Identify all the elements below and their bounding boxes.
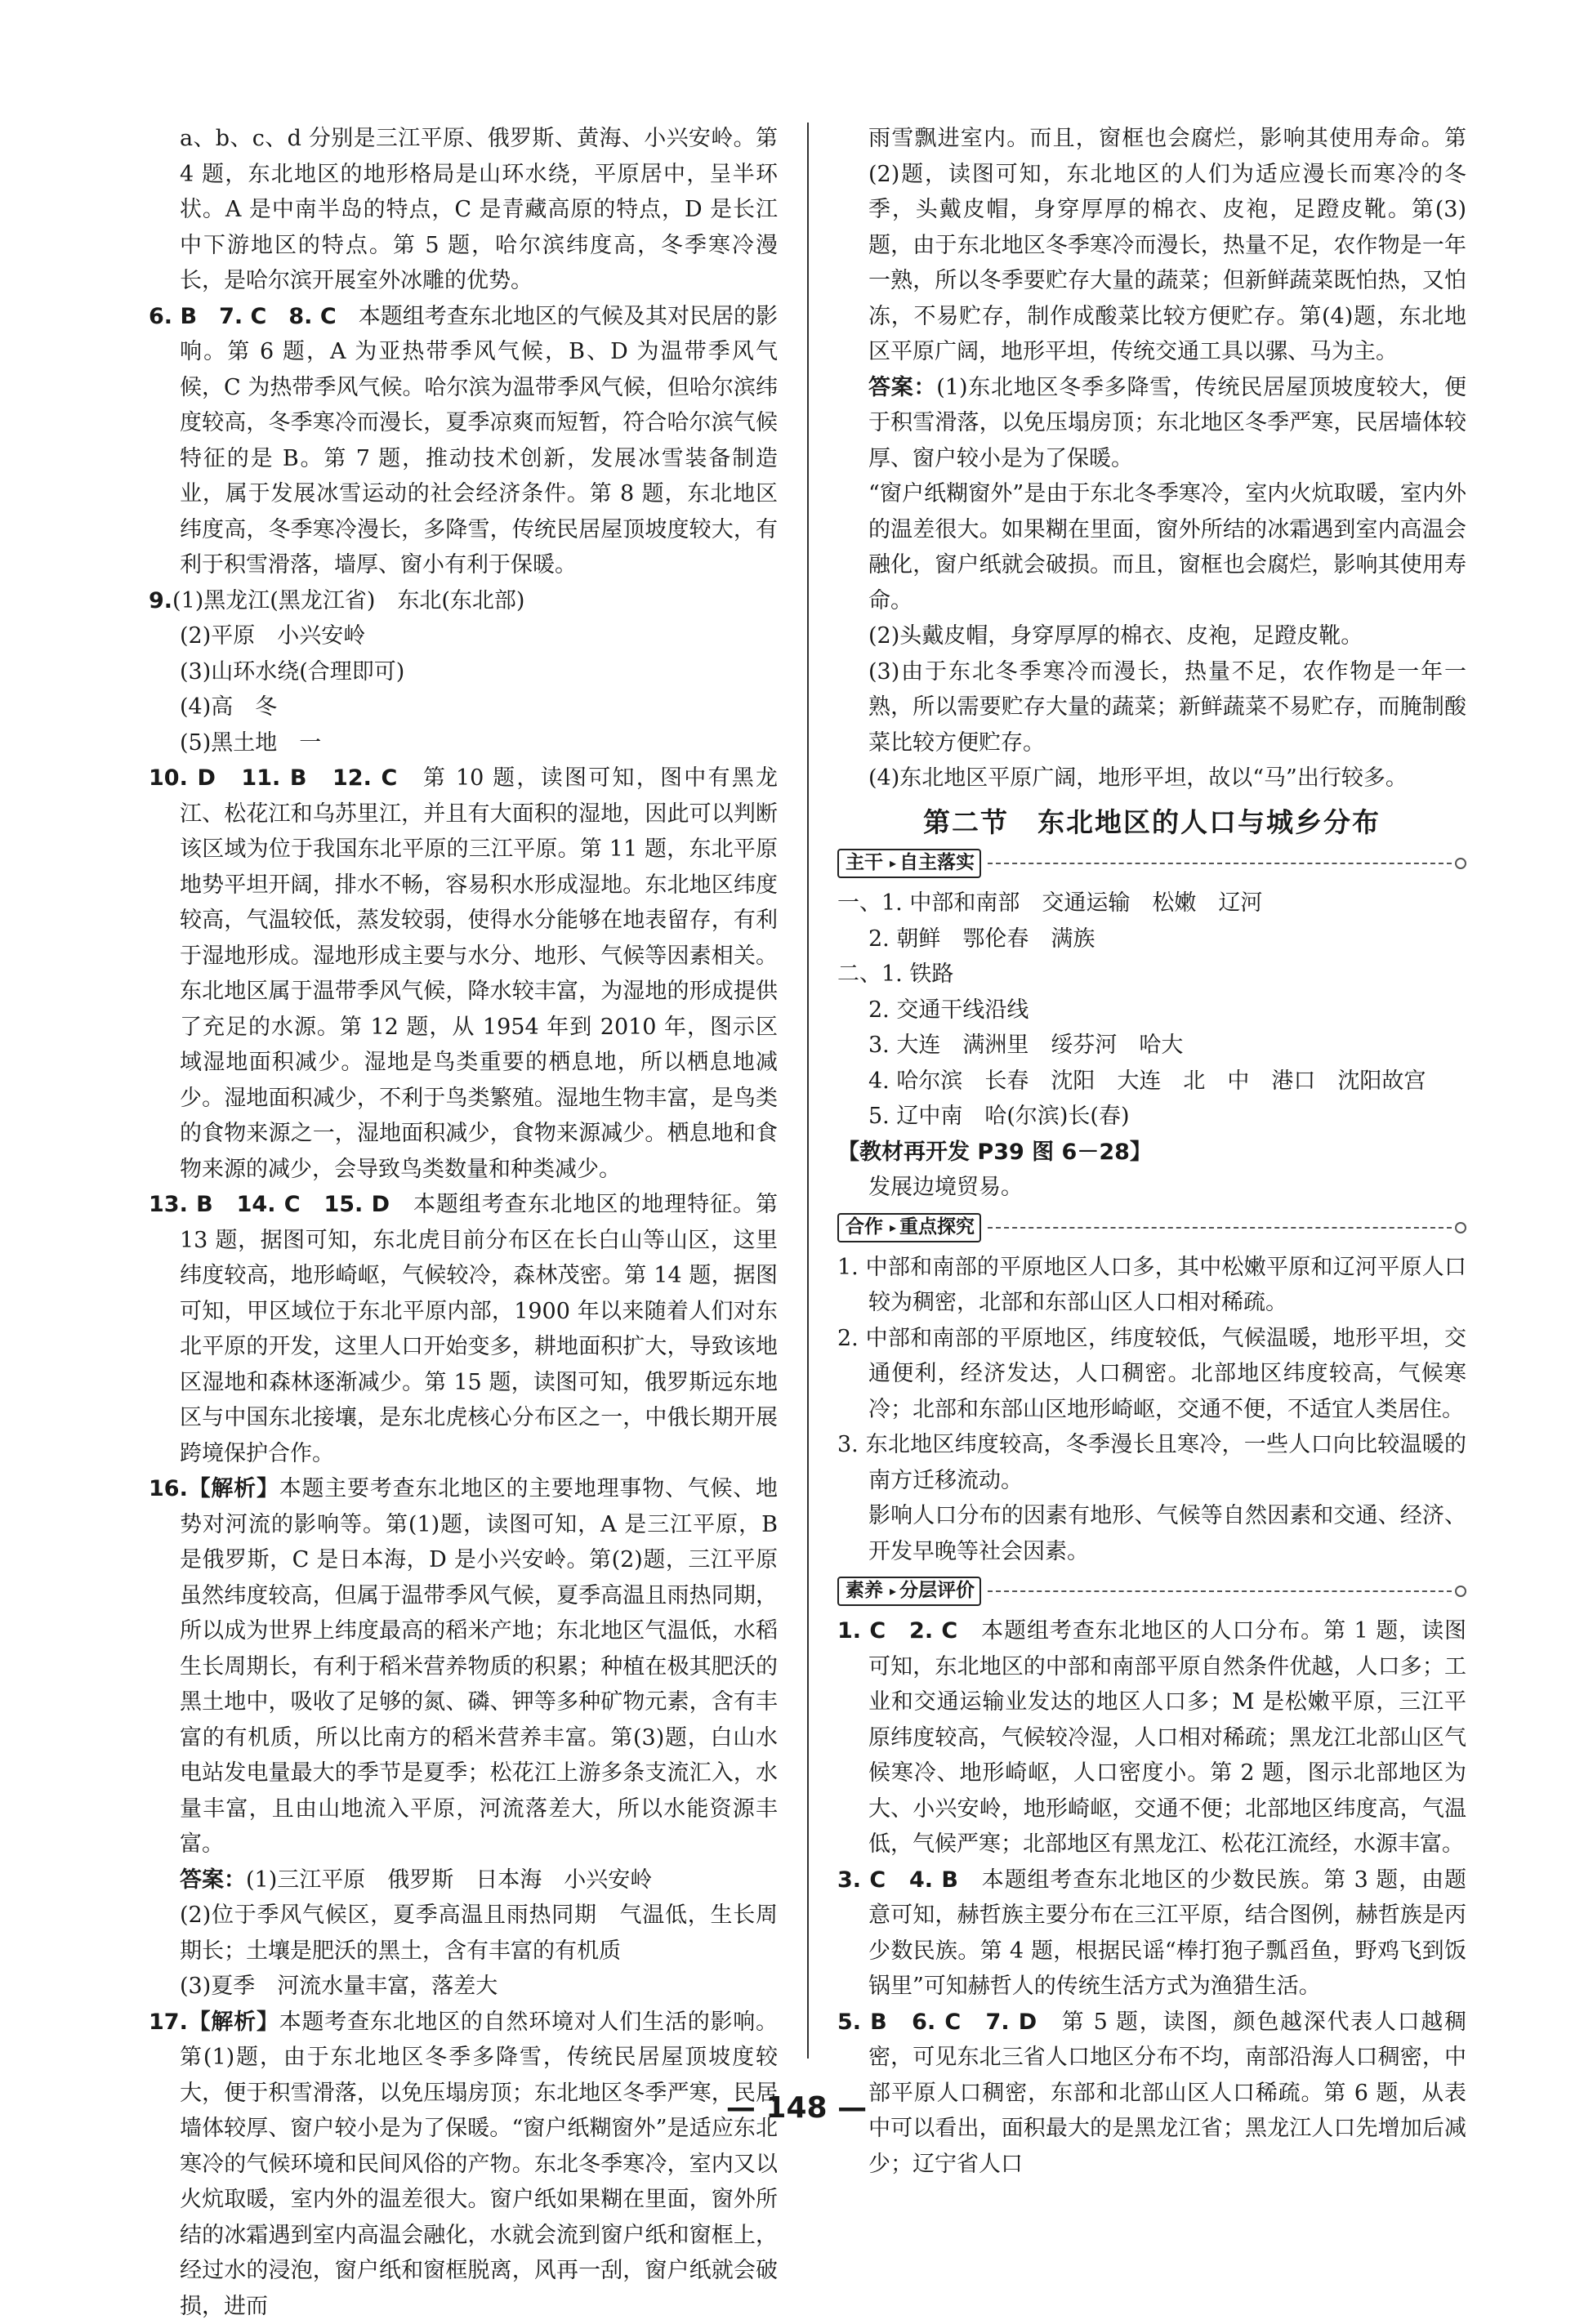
analysis-tag: 【解析】 (188, 2010, 279, 2035)
answer-9 (149, 583, 778, 619)
answer-line: (2)位于季风气候区，夏季高温且雨热同期 气温低，生长周期长；土壤是肥沃的黑土，含有丰富的有机质 (149, 1898, 778, 1969)
answer-line: (3)由于东北冬季寒冷而漫长，热量不足，农作物是一年一熟，所以需要贮存大量的蔬菜；新鲜蔬菜不易贮存，而腌制酸菜比较方便贮存。 (837, 654, 1466, 761)
answer-line: (3)山环水绕(合理即可) (149, 654, 778, 690)
answer-line: 2. 朝鲜 鄂伦春 满族 (837, 921, 1466, 957)
tag-main: 素养 (846, 1573, 883, 1609)
arrow-icon: ▸ (890, 1573, 896, 1609)
answer-line: (2)平原 小兴安岭 (149, 618, 778, 654)
answer-3-4 (837, 1862, 1466, 2005)
answer-label: 答案： (180, 1867, 246, 1893)
answer-line: 一、1. 中部和南部 交通运输 松嫩 辽河 (837, 885, 1466, 921)
tag-sub: 重点探究 (899, 1210, 975, 1246)
answer-number: 5. B 6. C 7. D (837, 2010, 1037, 2035)
answer-line: 发展边境贸易。 (837, 1170, 1466, 1206)
tag-main: 主干 (846, 845, 883, 881)
answer-line: 2. 交通干线沿线 (837, 992, 1466, 1028)
dashed-rule (988, 1590, 1452, 1592)
rule-end-icon (1455, 858, 1466, 869)
page-number: — 148 — (0, 2091, 1593, 2125)
answer-13-15 (149, 1187, 778, 1471)
answer-text: 本题组考查东北地区的气候及其对民居的影响。第 6 题，A 为亚热带季风气候，B、D 为温带季风气候，C 为热带季风气候。哈尔滨为温带季风气候，但哈尔滨纬度较高，冬季寒冷而漫长，夏季凉爽而短暂，符合哈尔滨气候特征的是 B。第 7 题，推动技术创新，发展冰雪装备制造业，属于发展冰雪运动的社会经济条件。第 8 题，东北地区纬度高，冬季寒冷漫长，多降雪，传统民居屋顶坡度较大，有利于积雪滑落，墙厚、窗小有利于保暖。 (180, 304, 778, 578)
section-title: 第二节 东北地区的人口与城乡分布 (837, 805, 1466, 841)
tag-label (837, 1577, 981, 1606)
answer-number: 17. (149, 2010, 188, 2035)
answer-line: 影响人口分布的因素有地形、气候等自然因素和交通、经济、开发早晚等社会因素。 (837, 1498, 1466, 1569)
answer-number: 1. C 2. C (837, 1618, 957, 1644)
tag-sub: 自主落实 (899, 845, 975, 881)
answer-line: (1)三江平原 俄罗斯 日本海 小兴安岭 (246, 1867, 652, 1893)
answer-line: 4. 哈尔滨 长春 沈阳 大连 北 中 港口 沈阳故宫 (837, 1064, 1466, 1100)
answer-17 (149, 2005, 778, 2324)
column-divider (807, 123, 809, 2059)
answer-line: (1)东北地区冬季多降雪，传统民居屋顶坡度较大，便于积雪滑落，以免压塌房顶；东北地区冬季严寒，民居墙体较厚、窗户较小是为了保暖。 (868, 375, 1466, 471)
answer-1-2 (837, 1613, 1466, 1862)
answer-line: 3. 东北地区纬度较高，冬季漫长且寒冷，一些人口向比较温暖的南方迁移流动。 (837, 1427, 1466, 1498)
answer-line: 2. 中部和南部的平原地区，纬度较低，气候温暖，地形平坦，交通便利，经济发达，人口稠密。北部地区纬度较高，气候寒冷；北部和东部山区地形崎岖，交通不便，不适宜人类居住。 (837, 1321, 1466, 1428)
section-tag-hezuo (837, 1211, 1466, 1245)
answer-10-12 (149, 761, 778, 1187)
answer-text: 第 10 题，读图可知，图中有黑龙江、松花江和乌苏里江，并且有大面积的湿地，因此可以判断该区域为位于我国东北平原的三江平原。第 11 题，东北平原地势平坦开阔，排水不畅，容易积水形成湿地。东北地区纬度较高，气温较低，蒸发较弱，使得水分能够在地表留存，有利于湿地形成。湿地形成主要与水分、地形、气候等因素相关。东北地区属于温带季风气候，降水较丰富，为湿地的形成提供了充足的水源。第 12 题，从 1954 年到 2010 年，图示区域湿地面积减少。湿地是鸟类重要的栖息地，所以栖息地减少。湿地面积减少，不利于鸟类繁殖。湿地生物丰富，是鸟类的食物来源之一，湿地面积减少，食物来源减少。栖息地和食物来源的减少，会导致鸟类数量和种类减少。 (180, 765, 778, 1182)
answer-line: (1)黑龙江(黑龙江省) 东北(东北部) (172, 588, 524, 613)
answer-number: 3. C 4. B (837, 1867, 958, 1893)
answer-line: “窗户纸糊窗外”是由于东北冬季寒冷，室内火炕取暖，室内外的温差很大。如果糊在里面，窗外所结的冰霜遇到室内高温会融化，窗户纸就会破损。而且，窗框也会腐烂，影响其使用寿命。 (837, 476, 1466, 618)
answer-key (837, 370, 1466, 477)
answer-line: 3. 大连 满洲里 绥芬河 哈大 (837, 1028, 1466, 1064)
section-tag-suyang (837, 1574, 1466, 1608)
answer-text: 本题组考查东北地区的地理特征。第 13 题，据图可知，东北虎目前分布区在长白山等山区，这里纬度较高，地形崎岖，气候较冷，森林茂密。第 14 题，据图可知，甲区域位于东北平原内部，1900 年以来随着人们对东北平原的开发，这里人口开始变多，耕地面积扩大，导致该地区湿地和森林逐渐减少。第 15 题，读图可知，俄罗斯远东地区与中国东北接壤，是东北虎核心分布区之一，中俄长期开展跨境保护合作。 (180, 1192, 778, 1466)
left-column (149, 121, 778, 2324)
tag-label (837, 849, 981, 878)
answer-line: 5. 辽中南 哈(尔滨)长(春) (837, 1099, 1466, 1135)
right-column (837, 121, 1466, 2182)
answer-line: 二、1. 铁路 (837, 957, 1466, 992)
arrow-icon: ▸ (890, 1210, 896, 1246)
answer-number: 6. B 7. C 8. C (149, 304, 337, 329)
answer-number: 9. (149, 588, 172, 613)
answer-line: (4)高 冬 (149, 689, 778, 725)
analysis-tag: 【解析】 (188, 1476, 279, 1501)
answer-line: 1. 中部和南部的平原地区人口多，其中松嫩平原和辽河平原人口较为稠密，北部和东部山区人口相对稀疏。 (837, 1250, 1466, 1321)
rule-end-icon (1455, 1586, 1466, 1597)
answer-line: (2)头戴皮帽，身穿厚厚的棉衣、皮袍，足蹬皮靴。 (837, 618, 1466, 654)
tag-main: 合作 (846, 1210, 883, 1246)
tag-sub: 分层评价 (899, 1573, 975, 1609)
answer-text: 本题组考查东北地区的人口分布。第 1 题，读图可知，东北地区的中部和南部平原自然条件优越，人口多；工业和交通运输业发达的地区人口多；M 是松嫩平原，三江平原纬度较高，气候较冷湿，人口相对稀疏；黑龙江北部山区气候寒冷、地形崎岖，人口密度小。第 2 题，图示北部地区为大、小兴安岭，地形崎岖，交通不便；北部地区纬度高，气温低，气候严寒；北部地区有黑龙江、松花江流经，水源丰富。 (868, 1618, 1466, 1857)
section-tag-zhugan (837, 846, 1466, 881)
answer-text: 本题考查东北地区的自然环境对人们生活的影响。第(1)题，由于东北地区冬季多降雪，传统民居屋顶坡度较大，便于积雪滑落，以免压塌房顶；东北地区冬季严寒，民居墙体较厚、窗户较小是为了保暖。“窗户纸糊窗外”是适应东北寒冷的气候环境和民间风俗的产物。东北冬季寒冷，室内又以火炕取暖，室内外的温差很大。窗户纸如果糊在里面，窗外所结的冰霜遇到室内高温会融化，水就会流到窗户纸和窗框上，经过水的浸泡，窗户纸和窗框脱离，风再一刮，窗户纸就会破损，进而 (180, 2010, 778, 2319)
answer-16 (149, 1471, 778, 1862)
answer-text: 本题主要考查东北地区的主要地理事物、气候、地势对河流的影响等。第(1)题，读图可知，A 是三江平原，B 是俄罗斯，C 是日本海，D 是小兴安岭。第(2)题，三江平原虽然纬度较高，但属于温带季风气候，夏季高温且雨热同期，所以成为世界上纬度最高的稻米产地；东北地区气温低，水稻生长周期长，有利于稻米营养物质的积累；种植在极其肥沃的黑土地中，吸收了足够的氮、磷、钾等多种矿物元素，含有丰富的有机质，所以比南方的稻米营养丰富。第(3)题，白山水电站发电量最大的季节是夏季；松花江上游多条支流汇入，水量丰富，且由山地流入平原，河流落差大，所以水能资源丰富。 (180, 1476, 778, 1857)
rule-end-icon (1455, 1222, 1466, 1233)
tag-label (837, 1213, 981, 1242)
answer-label: 答案： (868, 375, 936, 400)
answer-number: 10. D 11. B 12. C (149, 765, 397, 791)
dashed-rule (988, 1227, 1452, 1229)
answer-line: (3)夏季 河流水量丰富，落差大 (149, 1969, 778, 2005)
answer-6-8 (149, 299, 778, 583)
answer-text: 第 5 题，读图，颜色越深代表人口越稠密，可见东北三省人口地区分布不均，南部沿海人口稠密，中部平原人口稠密，东部和北部山区人口稀疏。第 6 题，从表中可以看出，面积最大的是黑龙江省；黑龙江人口先增加后减少；辽宁省人口 (868, 2010, 1466, 2177)
answer-text: 本题组考查东北地区的少数民族。第 3 题，由题意可知，赫哲族主要分布在三江平原，结合图例，赫哲族是丙少数民族。第 4 题，根据民谣“棒打狍子瓢舀鱼，野鸡飞到饭锅里”可知赫哲人的传统生活方式为渔猎生活。 (868, 1867, 1466, 2000)
textbook-reference: 【教材再开发 P39 图 6－28】 (837, 1135, 1466, 1171)
answer-line: (5)黑土地 一 (149, 725, 778, 761)
arrow-icon: ▸ (890, 845, 896, 881)
answer-continuation: a、b、c、d 分别是三江平原、俄罗斯、黄海、小兴安岭。第 4 题，东北地区的地形格局是山环水绕，平原居中，呈半环状。A 是中南半岛的特点，C 是青藏高原的特点，D 是长江中下游地区的特点。第 5 题，哈尔滨纬度高，冬季寒冷漫长，是哈尔滨开展室外冰雕的优势。 (149, 121, 778, 299)
answer-key (149, 1862, 778, 1898)
answer-line: (4)东北地区平原广阔，地形平坦，故以“马”出行较多。 (837, 761, 1466, 796)
dashed-rule (988, 863, 1452, 864)
answer-number: 13. B 14. C 15. D (149, 1192, 390, 1217)
answer-number: 16. (149, 1476, 188, 1501)
answer-continuation: 雨雪飘进室内。而且，窗框也会腐烂，影响其使用寿命。第(2)题，读图可知，东北地区的人们为适应漫长而寒冷的冬季，头戴皮帽，身穿厚厚的棉衣、皮袍，足蹬皮靴。第(3)题，由于东北地区冬季寒冷而漫长，热量不足，农作物是一年一熟，所以冬季要贮存大量的蔬菜；但新鲜蔬菜既怕热，又怕冻，不易贮存，制作成酸菜比较方便贮存。第(4)题，东北地区平原广阔，地形平坦，传统交通工具以骡、马为主。 (837, 121, 1466, 370)
